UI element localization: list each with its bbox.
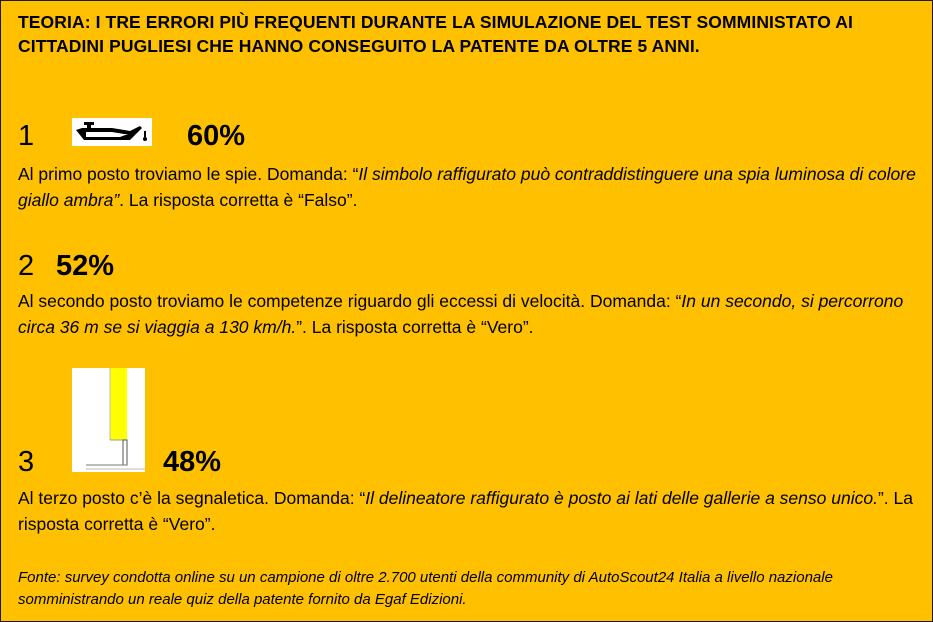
item-1-text-before: Al primo posto troviamo le spie. Domanda: “ [18, 164, 359, 184]
item-3-text-before: Al terzo posto c’è la segnaletica. Domanda: “ [18, 488, 366, 508]
percent-3: 48% [163, 446, 222, 478]
item-1-description [18, 161, 923, 213]
source-note: Fonte: survey condotta online su un campione di oltre 2.700 utenti della community di AutoScout24 Italia a livello nazionale somministrando un reale quiz della patente fornito da Egaf Edizioni. [18, 569, 833, 608]
tunnel-delineator-icon [72, 368, 145, 472]
percent-2: 52% [56, 250, 115, 282]
item-3-question: Il delineatore raffigurato è posto ai lati delle gallerie a senso unico. [365, 488, 878, 508]
item-2-text-after: ”. La risposta corretta è “Vero”. [296, 317, 534, 337]
rank-number-1: 1 [18, 120, 35, 152]
item-3-description [18, 485, 923, 537]
item-2-question: In un secondo, si percorrono circa 36 m se si viaggia a 130 km/h. [18, 291, 904, 337]
item-1-text-after: . La risposta corretta è “Falso”. [119, 190, 358, 210]
item-1-question: Il simbolo raffigurato può contraddistinguere una spia luminosa di colore giallo ambra” [18, 164, 916, 210]
page-title: TEORIA: I TRE ERRORI PIÙ FREQUENTI DURANTE LA SIMULAZIONE DEL TEST SOMMINISTATO AI CITTADINI PUGLIESI CHE HANNO CONSEGUITO LA PATENTE DA OLTRE 5 ANNI. [18, 12, 853, 56]
item-2-description [18, 288, 923, 340]
item-2-text-before: Al secondo posto troviamo le competenze riguardo gli eccessi di velocità. Domanda: “ [18, 291, 682, 311]
item-3-text-after: ”. La risposta corretta è “Vero”. [18, 488, 913, 534]
rank-number-3: 3 [18, 446, 35, 478]
percent-1: 60% [187, 120, 246, 152]
rank-number-2: 2 [18, 250, 35, 282]
oil-can-warning-icon [72, 118, 152, 146]
